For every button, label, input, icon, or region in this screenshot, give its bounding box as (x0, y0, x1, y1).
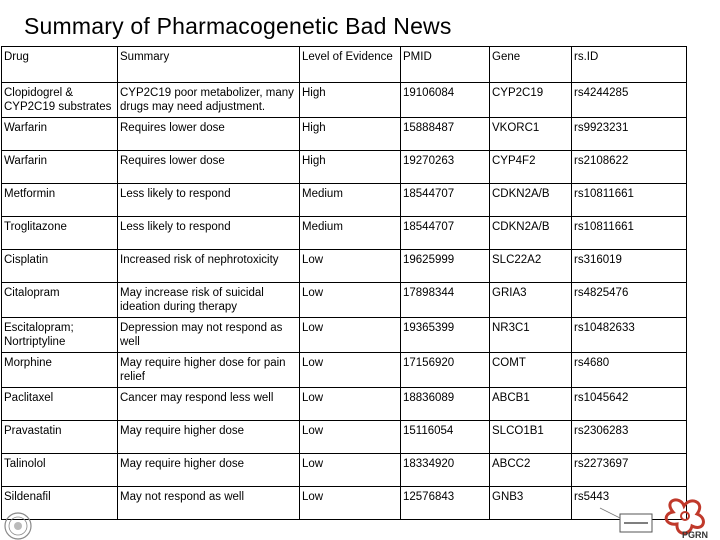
cell-level-of-evidence: Low (300, 421, 401, 454)
cell-gene: SLC22A2 (490, 250, 572, 283)
table-row (2, 83, 687, 118)
column-header-level-of-evidence: Level of Evidence (300, 47, 401, 83)
cell-summary: Less likely to respond (118, 184, 300, 217)
table-row (2, 318, 687, 353)
column-header-gene: Gene (490, 47, 572, 83)
cell-pmid: 15888487 (401, 118, 490, 151)
column-header-pmid: PMID (401, 47, 490, 83)
cell-rsid: rs4244285 (572, 83, 687, 118)
cell-rsid: rs1045642 (572, 388, 687, 421)
cell-rsid: rs4680 (572, 353, 687, 388)
page-title: Summary of Pharmacogenetic Bad News (24, 13, 452, 39)
cell-gene: GNB3 (490, 487, 572, 520)
cell-summary: Less likely to respond (118, 217, 300, 250)
column-header-drug: Drug (2, 47, 118, 83)
cell-gene: GRIA3 (490, 283, 572, 318)
cell-rsid: rs316019 (572, 250, 687, 283)
table-row (2, 421, 687, 454)
cell-gene: ABCC2 (490, 454, 572, 487)
table-row (2, 184, 687, 217)
cell-level-of-evidence: Low (300, 318, 401, 353)
cell-gene: SLCO1B1 (490, 421, 572, 454)
cell-summary: May require higher dose (118, 421, 300, 454)
cell-gene: CDKN2A/B (490, 217, 572, 250)
cell-level-of-evidence: High (300, 83, 401, 118)
cell-rsid: rs10811661 (572, 217, 687, 250)
column-header-rsid: rs.ID (572, 47, 687, 83)
cell-rsid: rs2108622 (572, 151, 687, 184)
cell-summary: May not respond as well (118, 487, 300, 520)
cell-drug: Citalopram (2, 283, 118, 318)
cell-pmid: 19270263 (401, 151, 490, 184)
cell-drug: Clopidogrel & CYP2C19 substrates (2, 83, 118, 118)
cell-pmid: 19365399 (401, 318, 490, 353)
cell-drug: Warfarin (2, 151, 118, 184)
pharmacogenetics-table (1, 46, 687, 520)
cell-rsid: rs5443 (572, 487, 687, 520)
table-row (2, 118, 687, 151)
cell-level-of-evidence: Medium (300, 217, 401, 250)
cell-summary: CYP2C19 poor metabolizer, many drugs may need adjustment. (118, 83, 300, 118)
cell-gene: CYP4F2 (490, 151, 572, 184)
cell-drug: Morphine (2, 353, 118, 388)
cell-level-of-evidence: Medium (300, 184, 401, 217)
cell-pmid: 18334920 (401, 454, 490, 487)
table-row (2, 388, 687, 421)
cell-summary: May require higher dose (118, 454, 300, 487)
cell-drug: Troglitazone (2, 217, 118, 250)
cell-drug: Pravastatin (2, 421, 118, 454)
cell-summary: May require higher dose for pain relief (118, 353, 300, 388)
cell-gene: CYP2C19 (490, 83, 572, 118)
pgrn-logo-text: PGRN (682, 530, 709, 540)
cell-drug: Sildenafil (2, 487, 118, 520)
cell-rsid: rs9923231 (572, 118, 687, 151)
cell-rsid: rs2306283 (572, 421, 687, 454)
cell-gene: NR3C1 (490, 318, 572, 353)
cell-pmid: 15116054 (401, 421, 490, 454)
cell-rsid: rs10482633 (572, 318, 687, 353)
table-row (2, 151, 687, 184)
table-row (2, 283, 687, 318)
table-row (2, 217, 687, 250)
cell-level-of-evidence: Low (300, 353, 401, 388)
cell-summary: Increased risk of nephrotoxicity (118, 250, 300, 283)
cell-gene: COMT (490, 353, 572, 388)
cell-summary: Requires lower dose (118, 118, 300, 151)
cell-level-of-evidence: Low (300, 283, 401, 318)
cell-drug: Paclitaxel (2, 388, 118, 421)
cell-level-of-evidence: Low (300, 487, 401, 520)
cell-summary: Requires lower dose (118, 151, 300, 184)
cell-summary: May increase risk of suicidal ideation during therapy (118, 283, 300, 318)
cell-pmid: 17156920 (401, 353, 490, 388)
cell-pmid: 18544707 (401, 217, 490, 250)
table-row (2, 250, 687, 283)
cell-level-of-evidence: Low (300, 388, 401, 421)
cell-level-of-evidence: Low (300, 454, 401, 487)
cell-level-of-evidence: High (300, 151, 401, 184)
cell-drug: Talinolol (2, 454, 118, 487)
cell-summary: Cancer may respond less well (118, 388, 300, 421)
table-row (2, 487, 687, 520)
cell-drug: Cisplatin (2, 250, 118, 283)
cell-gene: VKORC1 (490, 118, 572, 151)
table-row (2, 454, 687, 487)
cell-drug: Warfarin (2, 118, 118, 151)
cell-pmid: 18544707 (401, 184, 490, 217)
cell-rsid: rs10811661 (572, 184, 687, 217)
column-header-summary: Summary (118, 47, 300, 83)
cell-level-of-evidence: Low (300, 250, 401, 283)
cell-pmid: 19106084 (401, 83, 490, 118)
table-row (2, 353, 687, 388)
cell-summary: Depression may not respond as well (118, 318, 300, 353)
cell-pmid: 17898344 (401, 283, 490, 318)
cell-pmid: 12576843 (401, 487, 490, 520)
table-header-row (2, 47, 687, 83)
table-body (2, 83, 687, 520)
cell-gene: CDKN2A/B (490, 184, 572, 217)
cell-drug: Metformin (2, 184, 118, 217)
cell-rsid: rs2273697 (572, 454, 687, 487)
cell-pmid: 19625999 (401, 250, 490, 283)
cell-rsid: rs4825476 (572, 283, 687, 318)
cell-drug: Escitalopram; Nortriptyline (2, 318, 118, 353)
cell-gene: ABCB1 (490, 388, 572, 421)
cell-level-of-evidence: High (300, 118, 401, 151)
cell-pmid: 18836089 (401, 388, 490, 421)
